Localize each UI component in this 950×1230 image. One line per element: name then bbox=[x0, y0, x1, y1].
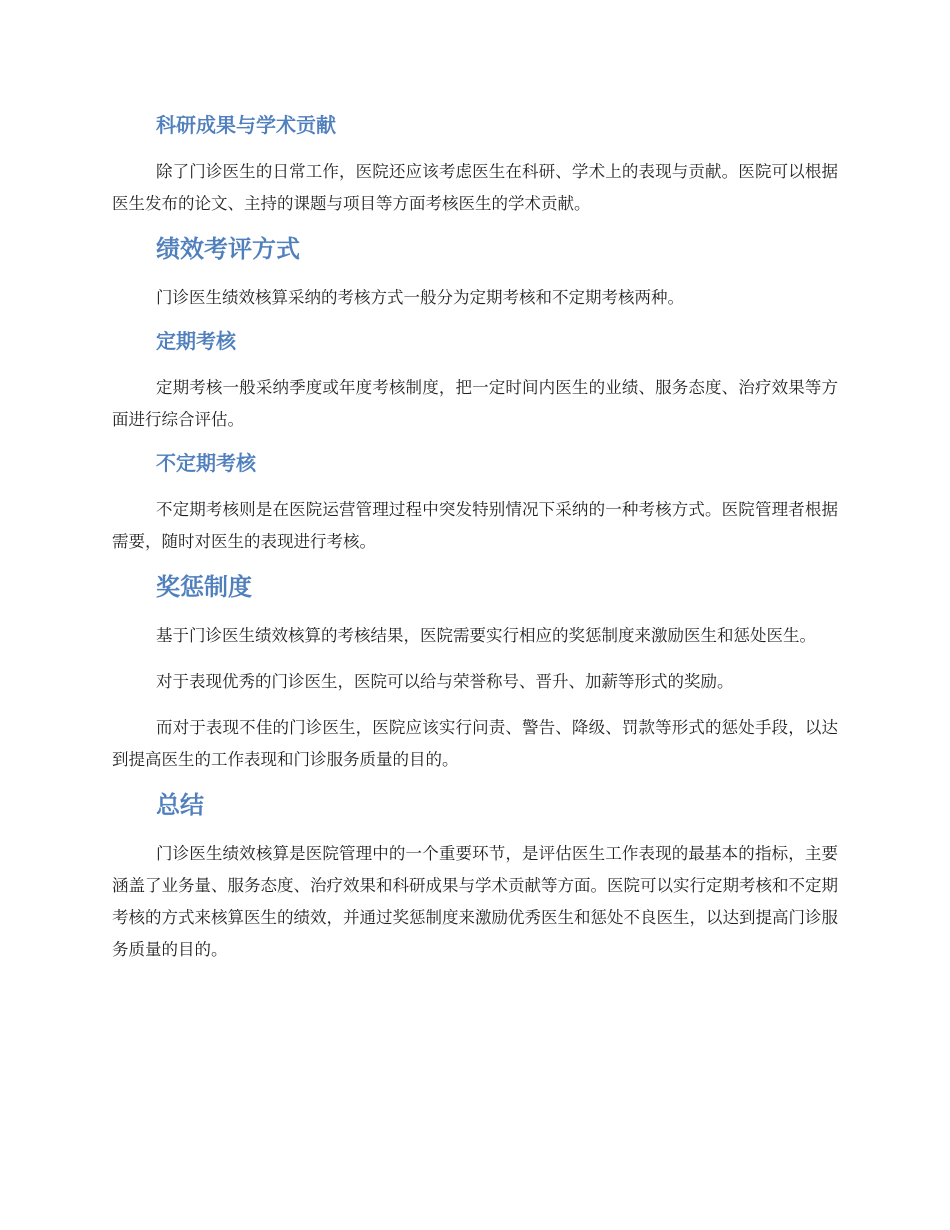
paragraph-regular-review: 定期考核一般采纳季度或年度考核制度，把一定时间内医生的业绩、服务态度、治疗效果等方面进行综合评估。 bbox=[112, 378, 838, 429]
section-heading-evaluation-methods: 绩效考评方式 bbox=[156, 235, 300, 263]
section-heading-irregular-review: 不定期考核 bbox=[156, 451, 256, 475]
section-heading-summary: 总结 bbox=[156, 791, 204, 819]
paragraph-evaluation-methods: 门诊医生绩效核算采纳的考核方式一般分为定期考核和不定期考核两种。 bbox=[156, 288, 684, 307]
paragraph-summary: 门诊医生绩效核算是医院管理中的一个重要环节，是评估医生工作表现的最基本的指标，主要涵盖了业务量、服务态度、治疗效果和科研成果与学术贡献等方面。医院可以实行定期考核和不定期考核的方式来核算医生的绩效，并通过奖惩制度来激励优秀医生和惩处不良医生，以达到提高门诊服务质量的目的。 bbox=[112, 844, 838, 959]
paragraph-research: 除了门诊医生的日常工作，医院还应该考虑医生在科研、学术上的表现与贡献。医院可以根据医生发布的论文、主持的课题与项目等方面考核医生的学术贡献。 bbox=[112, 162, 838, 213]
paragraph-rewards-penalties-3: 而对于表现不佳的门诊医生，医院应该实行问责、警告、降级、罚款等形式的惩处手段，以达到提高医生的工作表现和门诊服务质量的目的。 bbox=[112, 718, 838, 769]
paragraph-rewards-penalties-2: 对于表现优秀的门诊医生，医院可以给与荣誉称号、晋升、加薪等形式的奖励。 bbox=[156, 672, 734, 691]
section-heading-regular-review: 定期考核 bbox=[156, 329, 236, 353]
section-heading-research: 科研成果与学术贡献 bbox=[156, 113, 336, 137]
paragraph-irregular-review: 不定期考核则是在医院运营管理过程中突发特别情况下采纳的一种考核方式。医院管理者根据需要，随时对医生的表现进行考核。 bbox=[112, 500, 838, 551]
section-heading-rewards-penalties: 奖惩制度 bbox=[156, 573, 252, 601]
paragraph-rewards-penalties-1: 基于门诊医生绩效核算的考核结果，医院需要实行相应的奖惩制度来激励医生和惩处医生。 bbox=[156, 626, 816, 645]
